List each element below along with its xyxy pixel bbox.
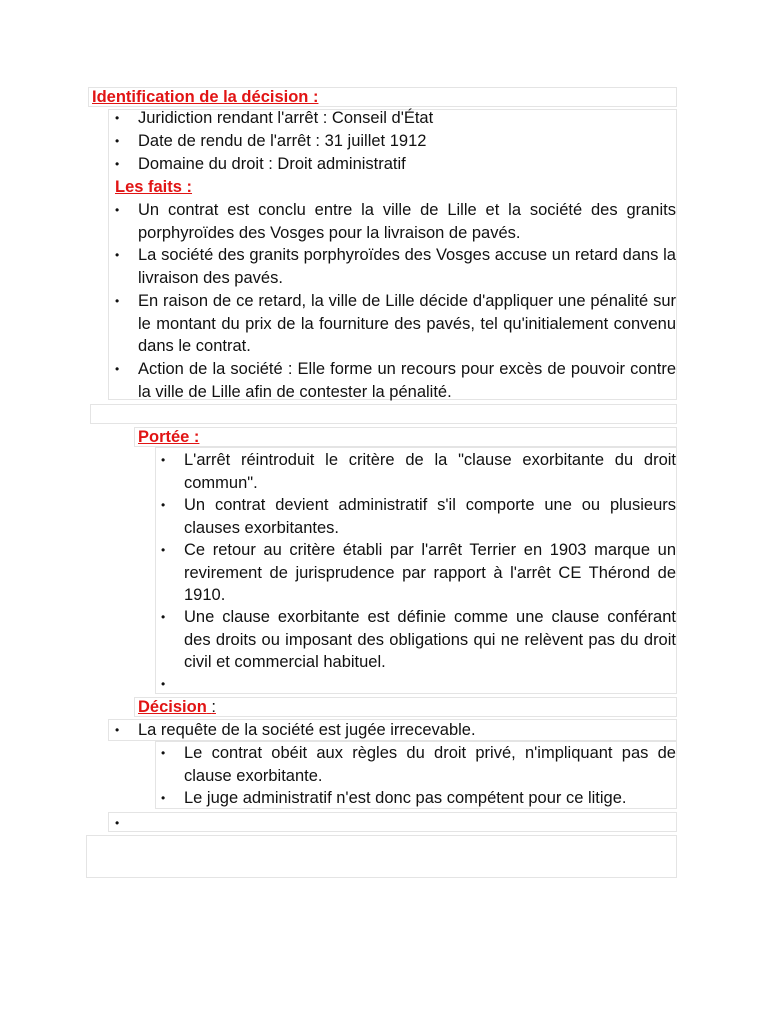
bullet-icon: •: [115, 111, 120, 125]
bullet-icon: •: [161, 453, 166, 467]
portee-item-definition: Une clause exorbitante est définie comme une clause conférant des droits ou imposant des obligations qui ne relèvent pas du droit civil et commercial habituel.: [184, 608, 676, 671]
identification-item-domaine: Domaine du droit : Droit administratif: [138, 155, 406, 173]
cell-empty-row: [90, 404, 677, 424]
bullet-icon: •: [161, 543, 166, 557]
faits-item-penalite: En raison de ce retard, la ville de Lille décide d'appliquer une pénalité sur le montant du prix de la fourniture des pavés, tel qu'initialement convenu dans le contrat.: [138, 292, 676, 355]
decision-item-irrecevable: La requête de la société est jugée irrecevable.: [138, 721, 476, 739]
portee-item-critere: L'arrêt réintroduit le critère de la "clause exorbitante du droit commun".: [184, 451, 676, 492]
decision-subitem-droit-prive: Le contrat obéit aux règles du droit privé, n'impliquant pas de clause exorbitante.: [184, 744, 676, 785]
bullet-icon: •: [115, 157, 120, 171]
cell-portee-heading: [134, 427, 677, 447]
bullet-icon: •: [115, 723, 120, 737]
bullet-icon: •: [161, 610, 166, 624]
bullet-icon: •: [161, 791, 166, 805]
decision-subitem-competence: Le juge administratif n'est donc pas compétent pour ce litige.: [184, 789, 627, 807]
decision-heading: [138, 697, 216, 717]
portee-item-contrat-administratif: Un contrat devient administratif s'il comporte une ou plusieurs clauses exorbitantes.: [184, 496, 676, 537]
faits-heading: Les faits :: [115, 178, 193, 196]
decision-heading-label: Décision: [138, 698, 207, 716]
identification-item-juridiction: Juridiction rendant l'arrêt : Conseil d'État: [138, 109, 434, 127]
bullet-icon: •: [161, 677, 166, 691]
bullet-icon: •: [161, 746, 166, 760]
bullet-icon: •: [115, 134, 120, 148]
identification-item-date: Date de rendu de l'arrêt : 31 juillet 1912: [138, 132, 427, 150]
cell-bottom-empty: [86, 835, 677, 878]
bullet-icon: •: [115, 248, 120, 262]
faits-item-contrat: Un contrat est conclu entre la ville de Lille et la société des granits porphyroïdes des Vosges pour la livraison de pavés.: [138, 201, 676, 242]
bullet-icon: •: [115, 294, 120, 308]
cell-trailing-bullet: [108, 812, 677, 832]
decision-heading-colon: :: [211, 698, 216, 716]
bullet-icon: •: [115, 816, 120, 830]
portee-heading: Portée :: [138, 428, 200, 446]
bullet-icon: •: [161, 498, 166, 512]
bullet-icon: •: [115, 203, 120, 217]
portee-item-revirement: Ce retour au critère établi par l'arrêt Terrier en 1903 marque un revirement de jurisprudence par rapport à l'arrêt CE Thérond de 1910.: [184, 541, 676, 604]
faits-item-action: Action de la société : Elle forme un recours pour excès de pouvoir contre la ville de Lille afin de contester la pénalité.: [138, 360, 676, 401]
bullet-icon: •: [115, 362, 120, 376]
faits-item-retard: La société des granits porphyroïdes des Vosges accuse un retard dans la livraison des pavés.: [138, 246, 676, 287]
identification-heading: Identification de la décision :: [92, 88, 319, 106]
